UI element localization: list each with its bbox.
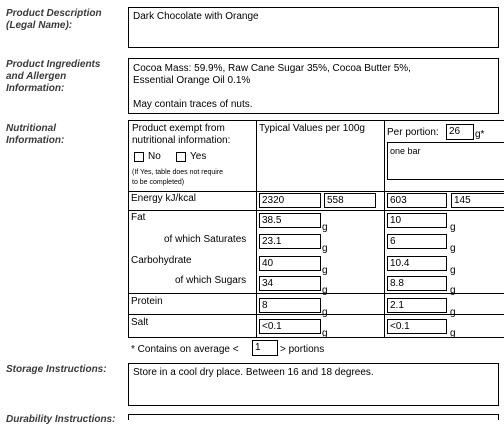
- portion-description: one bar: [390, 146, 421, 156]
- fat-label: Fat: [131, 212, 146, 223]
- product-description-value: Dark Chocolate with Orange: [133, 11, 259, 22]
- product-description-field[interactable]: [128, 7, 499, 48]
- saturates-100g-input[interactable]: 23.1: [259, 234, 321, 249]
- carbohydrate-portion-input[interactable]: 10.4: [387, 256, 447, 271]
- unit-g: g: [450, 328, 456, 339]
- protein-label: Protein: [131, 296, 163, 307]
- column-divider: [384, 191, 385, 338]
- energy-kj-portion-input[interactable]: 603: [387, 193, 447, 208]
- unit-g: g: [322, 265, 328, 276]
- energy-kcal-100g-input[interactable]: 558: [324, 193, 376, 208]
- portion-unit: g*: [475, 129, 485, 140]
- salt-label: Salt: [131, 317, 149, 328]
- unit-g: g: [450, 307, 456, 318]
- energy-label: Energy kJ/kcal: [131, 193, 197, 204]
- unit-g: g: [450, 243, 456, 254]
- nutritional-label: Nutritional Information:: [6, 123, 65, 146]
- ingredients-line: Essential Orange Oil 0.1%: [133, 75, 251, 86]
- salt-portion-input[interactable]: <0.1: [387, 319, 447, 334]
- exempt-no-label: No: [148, 151, 161, 162]
- unit-g: g: [450, 265, 456, 276]
- saturates-label: of which Saturates: [164, 234, 247, 245]
- typical-values-header: Typical Values per 100g: [259, 123, 365, 134]
- column-divider: [256, 191, 257, 338]
- unit-g: g: [450, 222, 456, 233]
- carbohydrate-label: Carbohydrate: [131, 255, 192, 266]
- storage-value: Store in a cool dry place. Between 16 and 18 degrees.: [133, 367, 374, 378]
- exempt-note: (If Yes, table does not require to be completed): [132, 169, 224, 186]
- energy-kcal-portion-input[interactable]: 145: [451, 193, 504, 208]
- ingredients-label: Product Ingredients and Allergen Information:: [6, 59, 101, 94]
- product-description-label: Product Description (Legal Name):: [6, 8, 102, 31]
- exempt-yes-checkbox[interactable]: [176, 152, 186, 162]
- fat-100g-input[interactable]: 38.5: [259, 213, 321, 228]
- exempt-no-checkbox[interactable]: [134, 152, 144, 162]
- exempt-question: Product exempt from nutritional information:: [132, 123, 231, 146]
- unit-g: g: [322, 222, 328, 233]
- energy-kj-100g-input[interactable]: 2320: [259, 193, 321, 208]
- allergen-line: May contain traces of nuts.: [133, 99, 253, 110]
- durability-field[interactable]: [128, 414, 499, 420]
- portion-description-field[interactable]: [387, 142, 504, 180]
- fat-portion-input[interactable]: 10: [387, 213, 447, 228]
- storage-label: Storage Instructions:: [6, 364, 107, 375]
- unit-g: g: [322, 243, 328, 254]
- portion-label: Per portion:: [387, 127, 439, 138]
- durability-label: Durability Instructions:: [6, 414, 116, 425]
- portions-count-input[interactable]: 1: [252, 340, 278, 356]
- unit-g: g: [322, 285, 328, 296]
- storage-field[interactable]: [128, 363, 499, 406]
- carbohydrate-100g-input[interactable]: 40: [259, 256, 321, 271]
- unit-g: g: [322, 307, 328, 318]
- saturates-portion-input[interactable]: 6: [387, 234, 447, 249]
- salt-100g-input[interactable]: <0.1: [259, 319, 321, 334]
- portions-note-prefix: * Contains on average <: [131, 344, 239, 355]
- sugars-100g-input[interactable]: 34: [259, 276, 321, 291]
- sugars-portion-input[interactable]: 8.8: [387, 276, 447, 291]
- ingredients-line: Cocoa Mass: 59.9%, Raw Cane Sugar 35%, Cocoa Butter 5%,: [133, 63, 411, 74]
- protein-100g-input[interactable]: 8: [259, 298, 321, 313]
- sugars-label: of which Sugars: [175, 275, 247, 286]
- unit-g: g: [322, 328, 328, 339]
- portions-note-suffix: > portions: [280, 344, 325, 355]
- ingredients-field[interactable]: [128, 58, 499, 114]
- protein-portion-input[interactable]: 2.1: [387, 298, 447, 313]
- unit-g: g: [450, 285, 456, 296]
- exempt-yes-label: Yes: [190, 151, 207, 162]
- portion-size-input[interactable]: 26: [446, 124, 474, 140]
